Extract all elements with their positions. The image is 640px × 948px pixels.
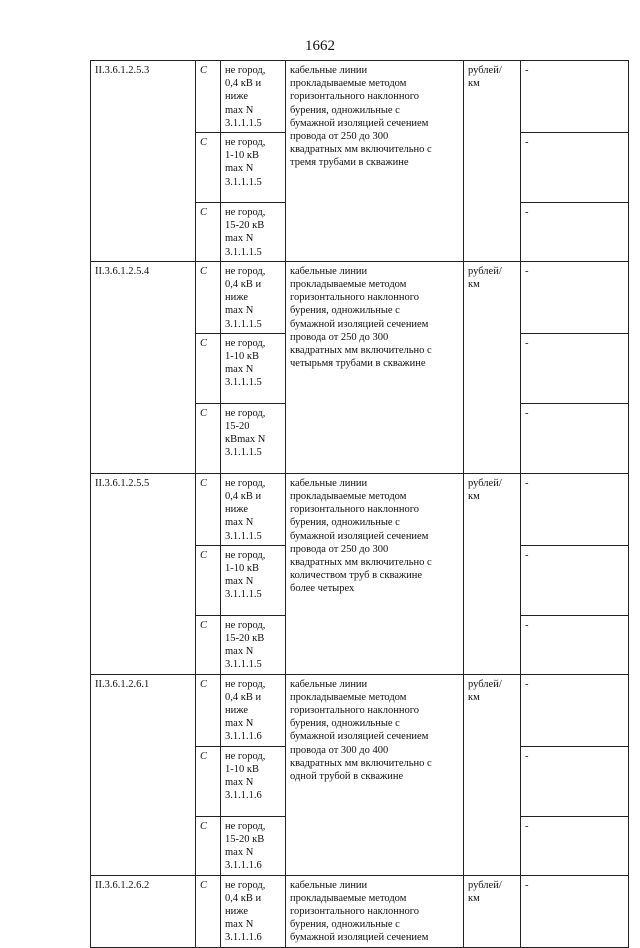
condition-cell: не город, 1-10 кВ max N 3.1.1.1.6 <box>221 746 286 816</box>
row-code: II.3.6.1.2.5.3 <box>91 61 196 262</box>
condition-cell: не город, 15-20 кВ max N 3.1.1.1.6 <box>221 816 286 875</box>
category-code: С <box>196 261 221 333</box>
category-code: С <box>196 403 221 473</box>
category-code: С <box>196 674 221 746</box>
value-cell: - <box>521 133 629 203</box>
category-code: С <box>196 133 221 203</box>
value-cell: - <box>521 261 629 333</box>
value-cell: - <box>521 674 629 746</box>
unit-cell: рублей/ км <box>464 875 521 947</box>
category-code: С <box>196 473 221 545</box>
unit-cell: рублей/ км <box>464 61 521 262</box>
description-cell: кабельные линии прокладываемые методом горизонтального наклонного бурения, одножильные с бумажной изоляцией сечением провода от 250 до 300 квадратных мм включительно с количеством труб в скважине более четырех <box>286 473 464 674</box>
table-row <box>91 473 629 545</box>
value-cell: - <box>521 816 629 875</box>
row-code: II.3.6.1.2.6.1 <box>91 674 196 875</box>
condition-cell: не город, 0,4 кВ и ниже max N 3.1.1.1.5 <box>221 261 286 333</box>
category-code: С <box>196 203 221 262</box>
value-cell: - <box>521 203 629 262</box>
row-code: II.3.6.1.2.5.4 <box>91 261 196 473</box>
unit-cell: рублей/ км <box>464 261 521 473</box>
category-code: С <box>196 333 221 403</box>
value-cell: - <box>521 403 629 473</box>
value-cell: - <box>521 61 629 133</box>
condition-cell: не город, 0,4 кВ и ниже max N 3.1.1.1.5 <box>221 61 286 133</box>
category-code: С <box>196 545 221 615</box>
condition-cell: не город, 1-10 кВ max N 3.1.1.1.5 <box>221 545 286 615</box>
table-row <box>91 875 629 947</box>
page-number: 1662 <box>305 38 335 54</box>
value-cell: - <box>521 615 629 674</box>
category-code: С <box>196 746 221 816</box>
condition-cell: не город, 15-20 кВmax N 3.1.1.1.5 <box>221 403 286 473</box>
tariff-table <box>90 60 629 948</box>
condition-cell: не город, 15-20 кВ max N 3.1.1.1.5 <box>221 615 286 674</box>
unit-cell: рублей/ км <box>464 473 521 674</box>
table-row <box>91 61 629 133</box>
unit-cell: рублей/ км <box>464 674 521 875</box>
category-code: С <box>196 875 221 947</box>
row-code: II.3.6.1.2.5.5 <box>91 473 196 674</box>
table-row <box>91 674 629 746</box>
row-code: II.3.6.1.2.6.2 <box>91 875 196 947</box>
value-cell: - <box>521 473 629 545</box>
description-cell: кабельные линии прокладываемые методом горизонтального наклонного бурения, одножильные с бумажной изоляцией сечением <box>286 875 464 947</box>
category-code: С <box>196 615 221 674</box>
category-code: С <box>196 61 221 133</box>
description-cell: кабельные линии прокладываемые методом горизонтального наклонного бурения, одножильные с бумажной изоляцией сечением провода от 250 до 300 квадратных мм включительно с четырьмя трубами в скважине <box>286 261 464 473</box>
table-row <box>91 261 629 333</box>
description-cell: кабельные линии прокладываемые методом горизонтального наклонного бурения, одножильные с бумажной изоляцией сечением провода от 300 до 400 квадратных мм включительно с одной трубой в скважине <box>286 674 464 875</box>
condition-cell: не город, 0,4 кВ и ниже max N 3.1.1.1.6 <box>221 674 286 746</box>
condition-cell: не город, 15-20 кВ max N 3.1.1.1.5 <box>221 203 286 262</box>
description-cell: кабельные линии прокладываемые методом горизонтального наклонного бурения, одножильные с бумажной изоляцией сечением провода от 250 до 300 квадратных мм включительно с тремя трубами в скважине <box>286 61 464 262</box>
condition-cell: не город, 1-10 кВ max N 3.1.1.1.5 <box>221 133 286 203</box>
value-cell: - <box>521 746 629 816</box>
value-cell: - <box>521 333 629 403</box>
value-cell: - <box>521 545 629 615</box>
value-cell: - <box>521 875 629 947</box>
category-code: С <box>196 816 221 875</box>
condition-cell: не город, 1-10 кВ max N 3.1.1.1.5 <box>221 333 286 403</box>
condition-cell: не город, 0,4 кВ и ниже max N 3.1.1.1.6 <box>221 875 286 947</box>
condition-cell: не город, 0,4 кВ и ниже max N 3.1.1.1.5 <box>221 473 286 545</box>
